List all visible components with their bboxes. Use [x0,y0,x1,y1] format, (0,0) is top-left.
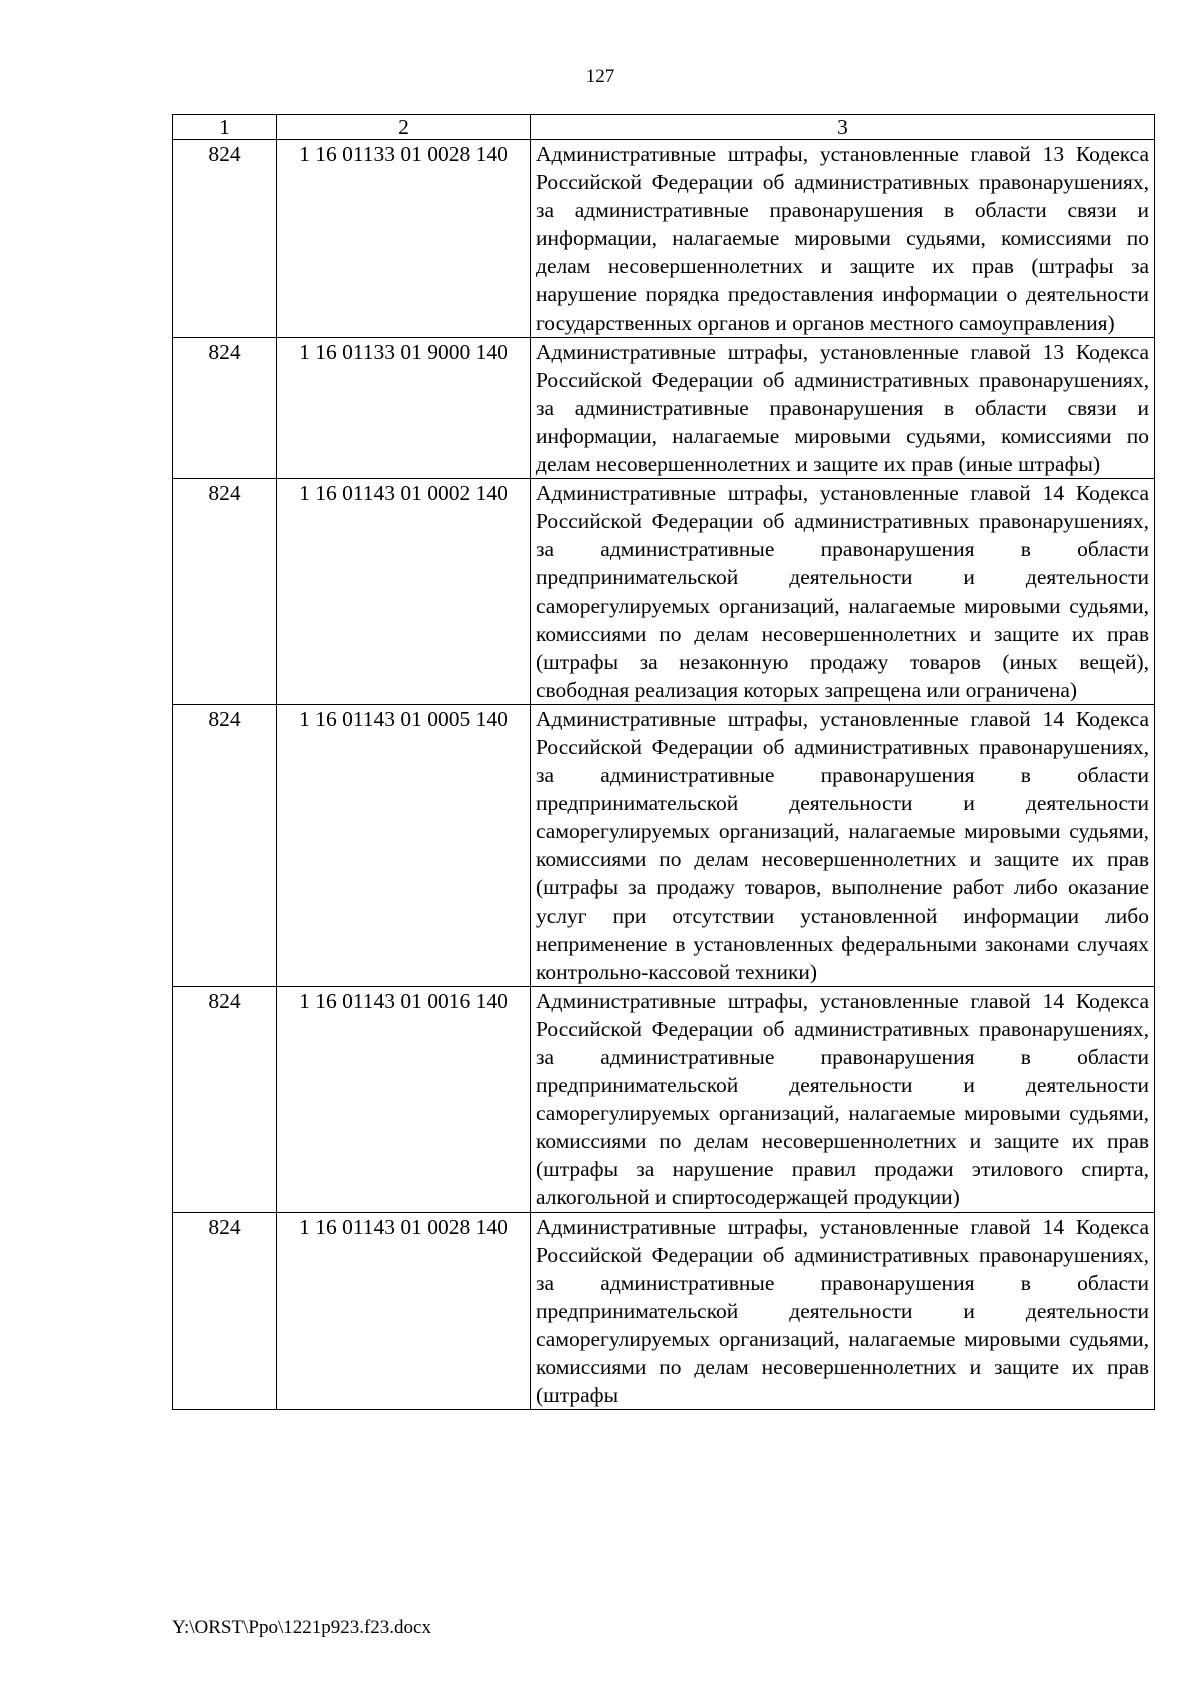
header-col-3: 3 [531,115,1155,140]
header-col-2: 2 [277,115,531,140]
admin-code-cell: 824 [173,1212,277,1410]
admin-code-cell: 824 [173,704,277,986]
table-row [173,479,1155,705]
header-col-1: 1 [173,115,277,140]
budget-code-cell: 1 16 01143 01 0005 140 [277,704,531,986]
budget-code-cell: 1 16 01133 01 0028 140 [277,140,531,338]
table-row [173,1212,1155,1410]
description-cell: Административные штрафы, установленные главой 14 Кодекса Российской Федерации об административных правонарушениях, за административные правонарушения в области предпринимательской деятельности и деятельности саморегулируемых организаций, налагаемые мировыми судьями, комиссиями по делам несовершеннолетних и защите их прав (штрафы за незаконную продажу товаров (иных вещей), свободная реализация которых запрещена или ограничена) [531,479,1155,705]
budget-code-cell: 1 16 01143 01 0028 140 [277,1212,531,1410]
budget-code-cell: 1 16 01143 01 0016 140 [277,986,531,1212]
admin-code-cell: 824 [173,337,277,478]
description-cell: Административные штрафы, установленные главой 14 Кодекса Российской Федерации об административных правонарушениях, за административные правонарушения в области предпринимательской деятельности и деятельности саморегулируемых организаций, налагаемые мировыми судьями, комиссиями по делам несовершеннолетних и защите их прав (штрафы [531,1212,1155,1410]
table-header-row [173,115,1155,140]
admin-code-cell: 824 [173,479,277,705]
page-number: 127 [585,66,615,87]
budget-code-cell: 1 16 01143 01 0002 140 [277,479,531,705]
admin-code-cell: 824 [173,986,277,1212]
description-cell: Административные штрафы, установленные главой 13 Кодекса Российской Федерации об административных правонарушениях, за административные правонарушения в области связи и информации, налагаемые мировыми судьями, комиссиями по делам несовершеннолетних и защите их прав (штрафы за нарушение порядка предоставления информации о деятельности государственных органов и органов местного самоуправления) [531,140,1155,338]
budget-code-cell: 1 16 01133 01 9000 140 [277,337,531,478]
table-row [173,337,1155,478]
description-cell: Административные штрафы, установленные главой 14 Кодекса Российской Федерации об административных правонарушениях, за административные правонарушения в области предпринимательской деятельности и деятельности саморегулируемых организаций, налагаемые мировыми судьями, комиссиями по делам несовершеннолетних и защите их прав (штрафы за продажу товаров, выполнение работ либо оказание услуг при отсутствии установленной информации либо неприменение в установленных федеральными законами случаях контрольно-кассовой техники) [531,704,1155,986]
admin-code-cell: 824 [173,140,277,338]
budget-codes-table [172,114,1155,1410]
table-row [173,986,1155,1212]
description-cell: Административные штрафы, установленные главой 13 Кодекса Российской Федерации об административных правонарушениях, за административные правонарушения в области связи и информации, налагаемые мировыми судьями, комиссиями по делам несовершеннолетних и защите их прав (иные штрафы) [531,337,1155,478]
description-cell: Административные штрафы, установленные главой 14 Кодекса Российской Федерации об административных правонарушениях, за административные правонарушения в области предпринимательской деятельности и деятельности саморегулируемых организаций, налагаемые мировыми судьями, комиссиями по делам несовершеннолетних и защите их прав (штрафы за нарушение правил продажи этилового спирта, алкогольной и спиртосодержащей продукции) [531,986,1155,1212]
table-row [173,704,1155,986]
file-path-footer: Y:\ORST\Ppo\1221p923.f23.docx [172,1617,431,1638]
table-row [173,140,1155,338]
